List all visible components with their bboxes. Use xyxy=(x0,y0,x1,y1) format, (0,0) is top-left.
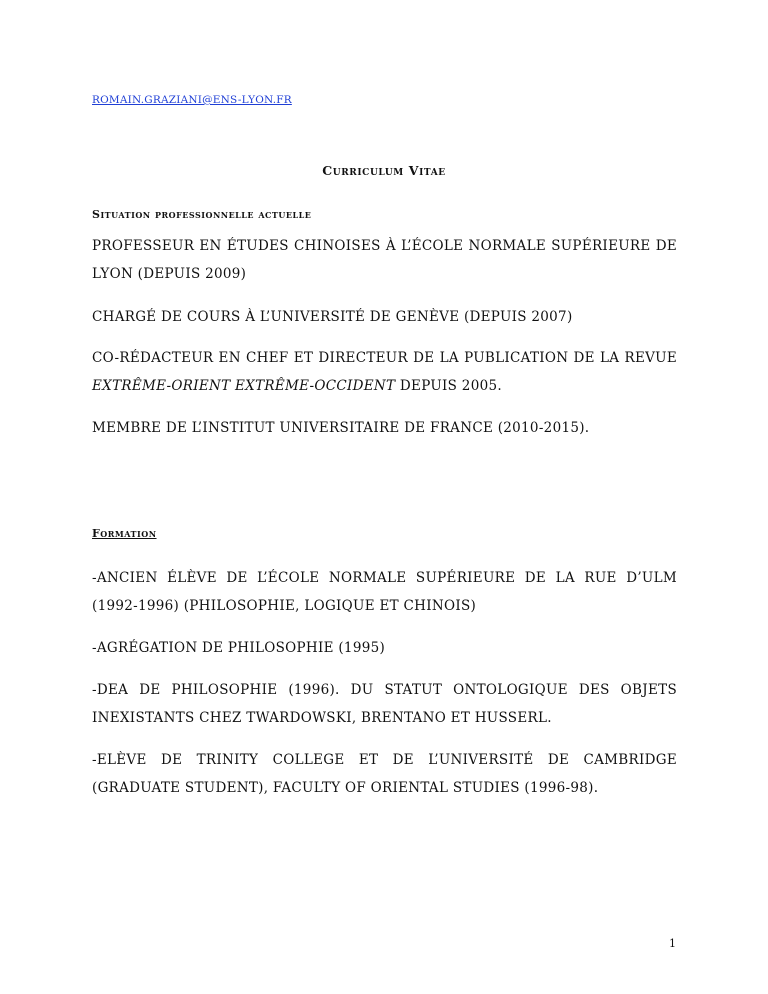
formation-item-agregation: -AGRÉGATION DE PHILOSOPHIE (1995) xyxy=(92,640,386,656)
formation-item-dea: -DEA DE PHILOSOPHIE (1996). DU STATUT ONTOLOGIQUE DES OBJETS INEXISTANTS CHEZ TWARDOWSKI, BRENTANO ET HUSSERL. xyxy=(92,682,677,726)
revue-prefix-text: CO-RÉDACTEUR EN CHEF ET DIRECTEUR DE LA PUBLICATION DE LA REVUE xyxy=(92,350,677,366)
situation-item-ens-lyon: PROFESSEUR EN ÉTUDES CHINOISES À L’ÉCOLE NORMALE SUPÉRIEURE DE LYON (DEPUIS 2009) xyxy=(92,238,677,282)
section-heading-situation: Situation professionnelle actuelle xyxy=(92,208,312,221)
document-title: Curriculum Vitae xyxy=(322,163,446,178)
page-number: 1 xyxy=(669,937,676,950)
situation-item-revue xyxy=(92,344,677,400)
formation-item-ens-ulm: -ANCIEN ÉLÈVE DE L’ÉCOLE NORMALE SUPÉRIEURE DE LA RUE D’ULM (1992-1996) (PHILOSOPHIE, LOGIQUE ET CHINOIS) xyxy=(92,570,677,614)
situation-item-geneve: CHARGÉ DE COURS À L’UNIVERSITÉ DE GENÈVE (DEPUIS 2007) xyxy=(92,309,573,325)
journal-title: EXTRÊME-ORIENT EXTRÊME-OCCIDENT xyxy=(92,378,396,394)
situation-item-iuf: MEMBRE DE L’INSTITUT UNIVERSITAIRE DE FRANCE (2010-2015). xyxy=(92,420,590,436)
section-heading-formation: Formation xyxy=(92,527,157,540)
formation-item-cambridge: -ELÈVE DE TRINITY COLLEGE ET DE L’UNIVERSITÉ DE CAMBRIDGE (GRADUATE STUDENT), FACULTY OF ORIENTAL STUDIES (1996-98). xyxy=(92,752,677,796)
revue-suffix-text: DEPUIS 2005. xyxy=(395,378,502,394)
email-link[interactable]: ROMAIN.GRAZIANI@ENS-LYON.FR xyxy=(92,94,292,106)
